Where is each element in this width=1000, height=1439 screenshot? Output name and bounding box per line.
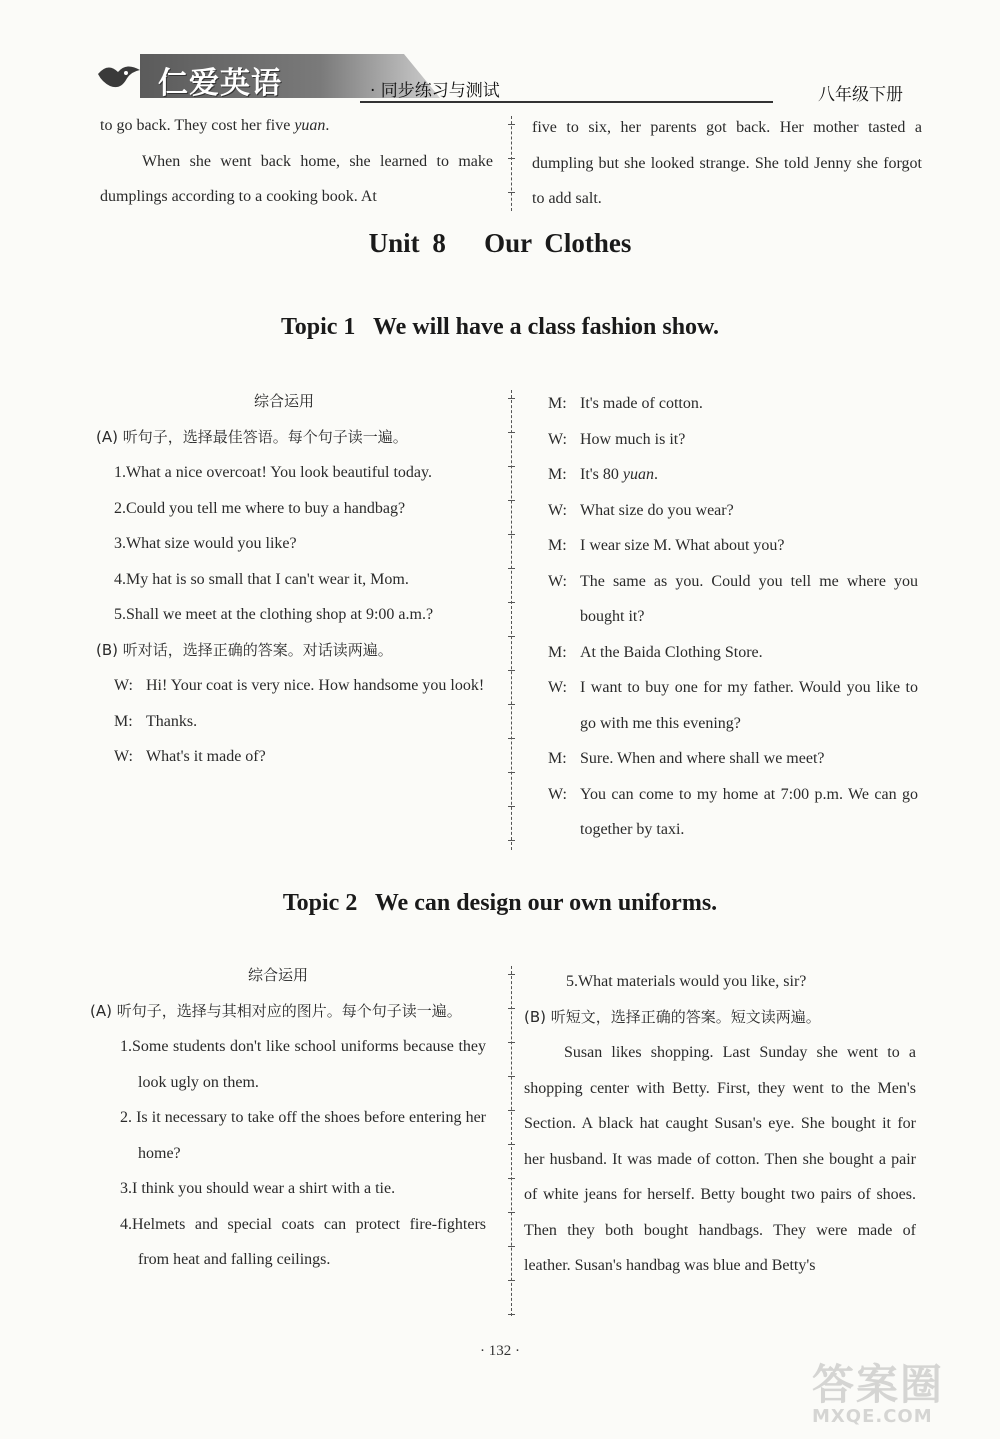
section-heading: 综合运用: [248, 966, 309, 984]
section-heading: 综合运用: [254, 392, 315, 410]
part-b-instruction: (B) 听对话，选择正确的答案。对话读两遍。: [96, 640, 393, 659]
speaker: M:: [548, 395, 567, 412]
dialogue-text: I wear size M. What about you?: [580, 537, 785, 554]
divider-tick: [508, 192, 515, 193]
dialogue-line: [548, 564, 918, 635]
question-item: 4.My hat is so small that I can't wear it, Mom.: [114, 570, 409, 588]
column-divider-top: [511, 116, 512, 211]
question-item: 3.I think you should wear a shirt with a tie.: [120, 1180, 396, 1197]
dialogue-text: The same as you. Could you tell me where you bought it?: [580, 572, 918, 625]
divider-tick: [508, 670, 515, 671]
unit-title: Unit 8 Our Clothes: [368, 228, 632, 258]
divider-tick: [508, 974, 515, 975]
divider-tick: [508, 1280, 515, 1281]
dialogue-text: Thanks.: [146, 712, 198, 730]
dialogue-line: [548, 528, 918, 564]
divider-tick: [508, 1008, 515, 1009]
column-divider-topic-1: [511, 390, 512, 850]
dialogue-text: Sure. When and where shall we meet?: [580, 750, 825, 767]
top-left-paragraph: When she went back home, she learned to make dumplings according to a cooking book. At: [100, 152, 493, 205]
page-number: · 132 ·: [480, 1343, 520, 1359]
dialogue-line: [548, 670, 918, 741]
dialogue-text: What's it made of?: [146, 748, 266, 765]
divider-tick: [508, 772, 515, 773]
site-watermark: [812, 1352, 992, 1432]
dialogue-line: [114, 668, 492, 704]
speaker: M:: [548, 750, 567, 767]
dialogue-line: [114, 704, 492, 740]
divider-tick: [508, 1178, 515, 1179]
dialogue-text: What size do you wear?: [580, 501, 734, 519]
topic-1-right-column: [548, 386, 918, 848]
topic-2-title: Topic 2 We can design our own uniforms.: [282, 890, 718, 916]
listening-passage: Susan likes shopping. Last Sunday she went to a shopping center with Betty. First, they went to the Men's Section. A black hat caught Susan's eye. She bought it for her husband. It was made of cotton. Then she bought a pair of white jeans for herself. Betty bought two pairs of shoes. Then they both bought handbags. They were made of leather. Susan's handbag was blue and Betty's: [524, 1044, 916, 1274]
question-item: 1.What a nice overcoat! You look beautiful today.: [114, 464, 432, 481]
dialogue-line: [548, 386, 918, 422]
brand-title: 仁爱英语: [158, 66, 282, 101]
divider-tick: [508, 1314, 515, 1315]
part-a-instruction: (A) 听句子，选择与其相对应的图片。每个句子读一遍。: [90, 1001, 462, 1020]
speaker: W:: [548, 430, 567, 448]
dialogue-text: You can come to my home at 7:00 p.m. We can go together by taxi.: [580, 785, 918, 838]
topic-1-left-column: [96, 384, 492, 775]
speaker: W:: [114, 677, 133, 694]
watermark-url: MXQE.COM: [812, 1406, 933, 1427]
watermark-logo-text: 答案圈: [812, 1360, 945, 1409]
grade-label: 八年级下册: [818, 85, 903, 105]
question-item: 5.Shall we meet at the clothing shop at 9:00 a.m.?: [114, 606, 434, 623]
question-item: 2. Is it necessary to take off the shoes before entering her home?: [120, 1109, 486, 1162]
divider-tick: [508, 466, 515, 467]
top-right-paragraph: five to six, her parents got back. Her mother tasted a dumpling but she looked strange. She told Jenny she forgot to add salt.: [532, 119, 922, 207]
topic-2-right-column: [524, 964, 916, 1284]
speaker: M:: [548, 537, 567, 554]
divider-tick: [508, 1110, 515, 1111]
dialogue-line: [548, 422, 918, 458]
dialogue-text: I want to buy one for my father. Would you like to go with me this evening?: [580, 679, 918, 732]
divider-tick: [508, 432, 515, 433]
dialogue-text: Hi! Your coat is very nice. How handsome you look!: [146, 677, 485, 694]
speaker: W:: [548, 679, 567, 696]
part-b-instruction: (B) 听短文，选择正确的答案。短文读两遍。: [524, 1007, 821, 1026]
dialogue-text: How much is it?: [580, 430, 686, 448]
dialogue-line: [114, 739, 492, 775]
header-rule: [360, 101, 773, 103]
series-subtitle: · 同步练习与测试: [370, 81, 500, 101]
question-item: 5.What materials would you like, sir?: [566, 973, 807, 990]
divider-tick: [508, 602, 515, 603]
question-item: 2.Could you tell me where to buy a handbag?: [114, 499, 406, 517]
divider-tick: [508, 1076, 515, 1077]
dialogue-text: It's made of cotton.: [580, 395, 703, 412]
dialogue-line: [548, 741, 918, 777]
divider-tick: [508, 1042, 515, 1043]
dialogue-line: [548, 493, 918, 529]
column-divider-topic-2: [511, 966, 512, 1316]
speaker: W:: [114, 748, 133, 765]
divider-tick: [508, 1246, 515, 1247]
dialogue-left: [96, 668, 492, 775]
part-a-instruction: (A) 听句子，选择最佳答语。每个句子读一遍。: [96, 427, 408, 446]
divider-tick: [508, 840, 515, 841]
divider-tick: [508, 568, 515, 569]
dialogue-line: [548, 777, 918, 848]
question-item: 3.What size would you like?: [114, 535, 297, 552]
divider-tick: [508, 158, 515, 159]
divider-tick: [508, 534, 515, 535]
divider-tick: [508, 704, 515, 705]
dialogue-text: At the Baida Clothing Store.: [580, 643, 763, 661]
divider-tick: [508, 500, 515, 501]
speaker: W:: [548, 572, 567, 590]
top-left-column: [100, 108, 493, 215]
dialogue-line: [548, 457, 918, 493]
page-header: [88, 52, 903, 104]
speaker: M:: [114, 712, 133, 730]
divider-tick: [508, 738, 515, 739]
question-item: 1.Some students don't like school uniforms because they look ugly on them.: [120, 1038, 486, 1091]
speaker: M:: [548, 466, 567, 483]
question-item: 4.Helmets and special coats can protect fire-fighters from heat and falling ceilings.: [120, 1215, 486, 1268]
top-right-column: [532, 110, 922, 217]
speaker: W:: [548, 501, 567, 519]
divider-tick: [508, 806, 515, 807]
divider-tick: [508, 1212, 515, 1213]
divider-tick: [508, 398, 515, 399]
dialogue-line: [548, 635, 918, 671]
top-left-line-1: to go back. They cost her five yuan.: [100, 117, 330, 134]
topic-2-left-column: [90, 958, 486, 1278]
divider-tick: [508, 636, 515, 637]
speaker: W:: [548, 785, 567, 803]
divider-tick: [508, 1144, 515, 1145]
bird-logo-icon: [96, 60, 142, 92]
divider-tick: [508, 124, 515, 125]
speaker: M:: [548, 643, 567, 661]
topic-1-title: Topic 1 We will have a class fashion show.: [280, 314, 720, 340]
dialogue-text: It's 80 yuan.: [580, 466, 658, 483]
